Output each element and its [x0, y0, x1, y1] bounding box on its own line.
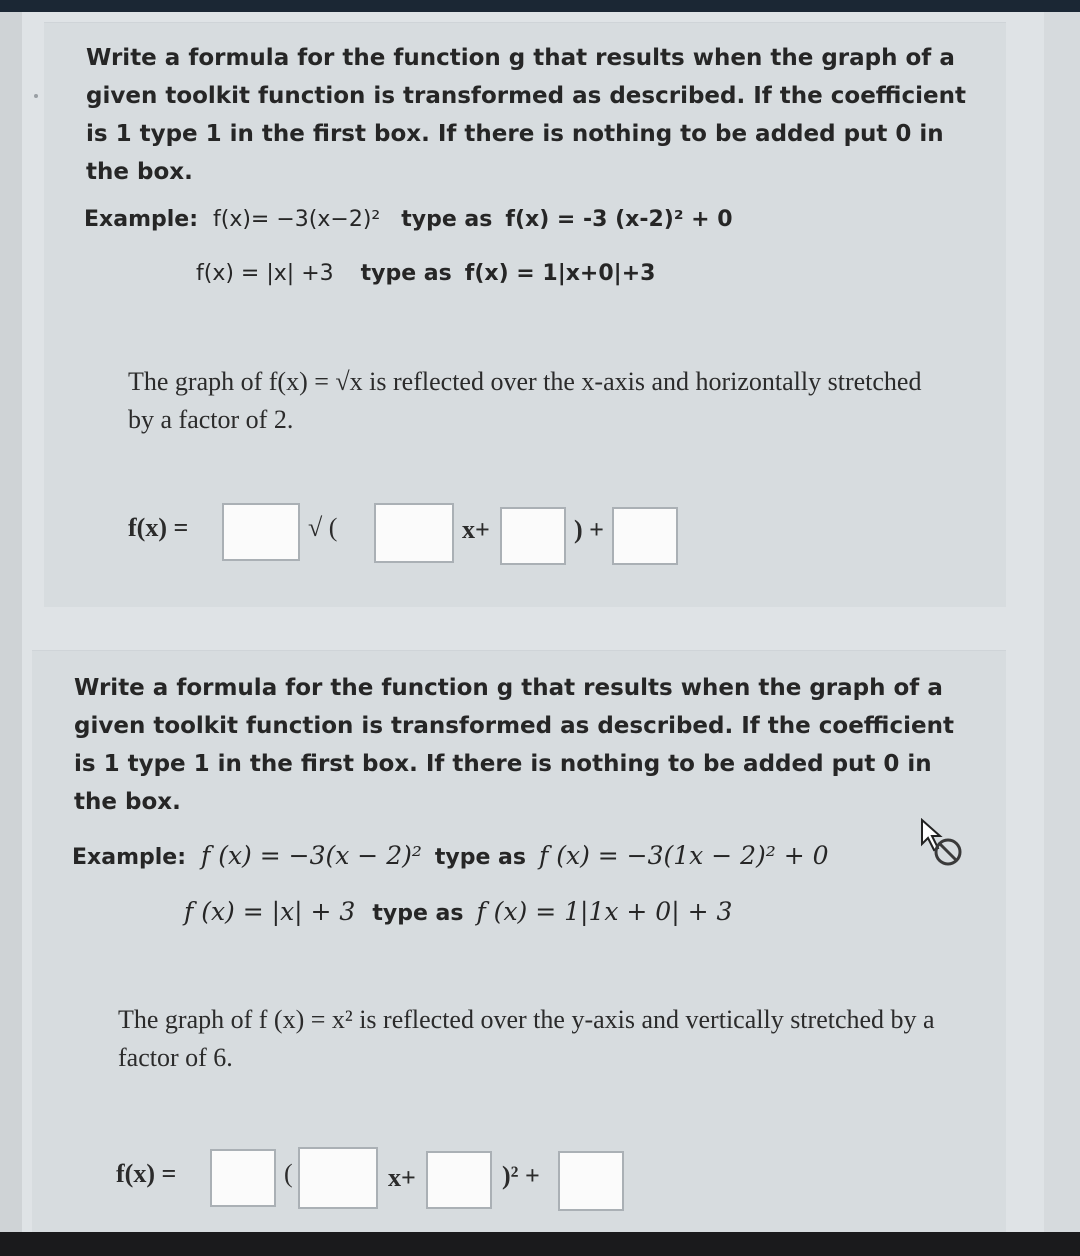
inner-coefficient-input[interactable]: [298, 1147, 378, 1209]
example-math: f (x) = |x| + 3: [184, 897, 356, 926]
example-typed: f (x) = −3(1x − 2)² + 0: [539, 841, 829, 870]
side-dot: [34, 94, 38, 98]
x-plus-label: x+: [388, 1163, 416, 1192]
example-line-1: [84, 207, 733, 232]
bottom-bezel: [0, 1232, 1080, 1256]
example-typed-label: type as: [360, 261, 452, 286]
example-line-2: [184, 897, 732, 926]
question-card-1: [44, 22, 1006, 607]
example-line-2: [196, 261, 655, 286]
instructions: Write a formula for the function g that results when the graph of a given toolkit function is transformed as described. If the coefficient is 1 type 1 in the first box. If there is nothing to be added put 0 in the box.: [74, 675, 954, 815]
shift-input[interactable]: [500, 507, 566, 565]
example-typed: f (x) = 1|1x + 0| + 3: [476, 897, 733, 926]
coefficient-input[interactable]: [222, 503, 300, 561]
circle-slash-icon: [936, 840, 960, 864]
example-typed: f(x) = 1|x+0|+3: [464, 261, 656, 286]
answer-label: f(x) =: [116, 1159, 177, 1188]
close-paren-plus: ) +: [574, 515, 604, 544]
example-label: Example:: [72, 845, 186, 870]
shift-input[interactable]: [426, 1151, 492, 1209]
inner-coefficient-input[interactable]: [374, 503, 454, 563]
question-prompt: The graph of f(x) = √x is reflected over the x-axis and horizontally stretched by a factor of 2.: [128, 367, 922, 434]
right-edge: [1044, 12, 1080, 1232]
open-paren: (: [284, 1159, 293, 1188]
answer-label: f(x) =: [128, 513, 189, 542]
example-math: f (x) = −3(x − 2)²: [201, 841, 422, 870]
example-math: f(x) = |x| +3: [196, 261, 334, 286]
window-top-bar: [0, 0, 1080, 12]
example-typed: f(x) = -3 (x-2)² + 0: [505, 207, 733, 232]
left-edge: [0, 12, 22, 1232]
example-typed-label: type as: [434, 845, 527, 870]
instructions: Write a formula for the function g that results when the graph of a given toolkit function is transformed as described. If the coefficient is 1 type 1 in the first box. If there is nothing to be added put 0 in the box.: [86, 45, 966, 185]
constant-input[interactable]: [558, 1151, 624, 1211]
mouse-pointer-icon: [920, 818, 970, 878]
example-typed-label: type as: [401, 207, 493, 232]
example-typed-label: type as: [372, 901, 464, 926]
constant-input[interactable]: [612, 507, 678, 565]
sqrt-symbol: √ (: [308, 513, 338, 542]
question-card-2: [32, 650, 1006, 1233]
close-paren-squared-plus: )² +: [502, 1161, 540, 1190]
example-label: Example:: [84, 207, 198, 232]
example-line-1: [72, 841, 829, 870]
x-plus-label: x+: [462, 515, 490, 544]
coefficient-input[interactable]: [210, 1149, 276, 1207]
example-math: f(x)= −3(x−2)²: [213, 207, 381, 232]
question-prompt: The graph of f (x) = x² is reflected over the y-axis and vertically stretched by a factor of 6.: [118, 1005, 935, 1072]
